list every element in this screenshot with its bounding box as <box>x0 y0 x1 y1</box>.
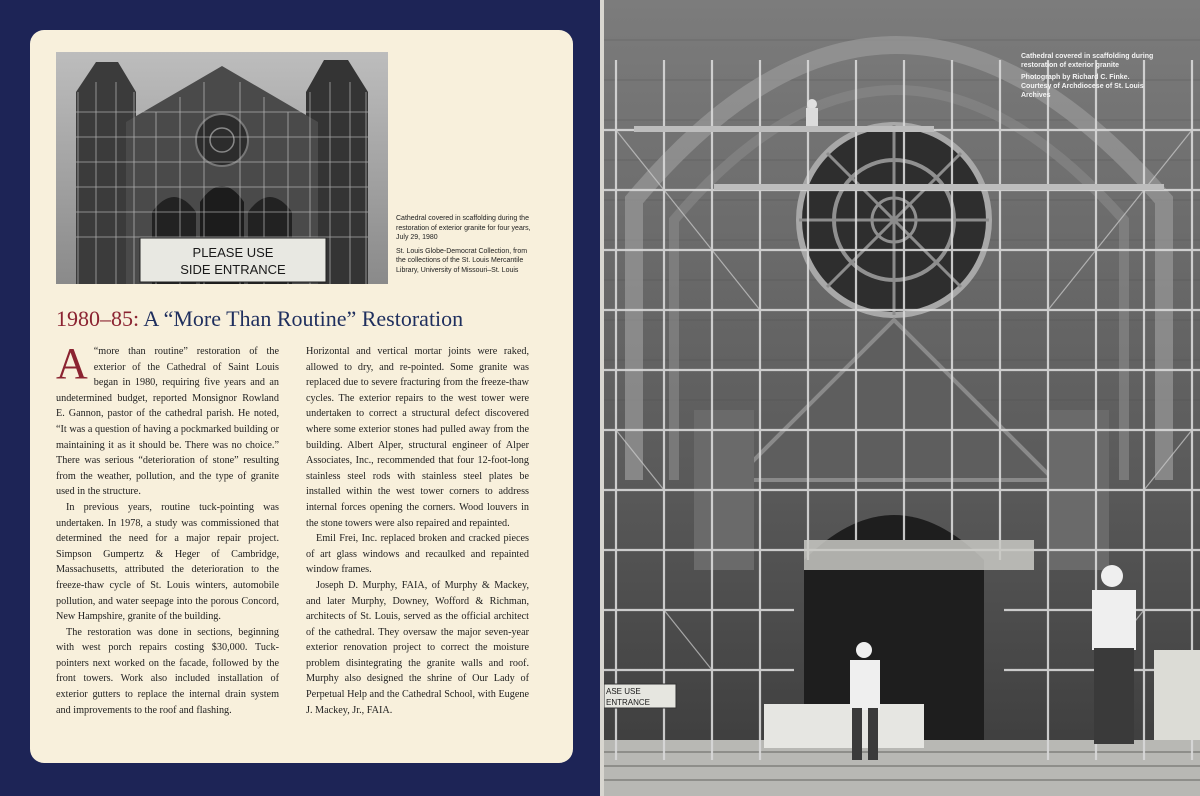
right-caption-text: Cathedral covered in scaffolding during restoration of exterior granite <box>1021 53 1154 69</box>
heading-title: A “More Than Routine” Restoration <box>143 306 464 331</box>
partial-sign-top: ASE USE <box>606 687 641 696</box>
cathedral-photo-large <box>604 0 1200 796</box>
paragraph-6: Joseph D. Murphy, FAIA, of Murphy & Mackey, and later Murphy, Downey, Wofford & Richman, architects of St. Louis, served as the official architect of the cathedral. They oversaw the major seven-year exterior renovation project to correct the moisture problem disintegrating the granite walls and roof. Murphy also designed the shrine of Our Lady of Perpetual Help and the Cathedral School, with Eugene J. Mackey, Jr., FAIA. <box>306 579 529 716</box>
paragraph-1 <box>56 339 279 500</box>
caption-text: Cathedral covered in scaffolding during the restoration of exterior granite for four years, July 29, 1980 <box>396 215 531 241</box>
heading-years: 1980–85: <box>56 306 140 331</box>
right-photo-caption <box>1021 52 1161 103</box>
cathedral-photo-small <box>56 52 388 284</box>
paragraph-4: Horizontal and vertical mortar joints were raked, allowed to dry, and re-pointed. Some granite was replaced due to severe fracturing from the freeze-thaw cycles. The exterior repairs to the west tower were undertaken to correct a structural defect discovered where some exterior stones had pulled away from the building. Albert Alper, structural engineer of Alper Associates, Inc., recommended that four 12-foot-long stainless steel rods with stainless steel plates be installed within the west tower corners to address internal forces opening the corners. Wood louvers in the stone towers were also repaired and repainted. <box>306 346 529 529</box>
sign-text-top: PLEASE USE <box>192 245 274 260</box>
caption-credit: St. Louis Globe-Democrat Collection, from the collections of the St. Louis Mercantile Library, University of Missouri–St. Louis <box>396 247 528 274</box>
text-column-1 <box>56 339 279 718</box>
partial-sign-bottom: ENTRANCE <box>606 698 651 707</box>
drop-cap: A <box>56 339 88 388</box>
right-caption-credit: Photograph by Richard C. Finke. Courtesy of Archdiocese of St. Louis Archives <box>1021 74 1144 99</box>
sign-text-bottom: SIDE ENTRANCE <box>180 262 286 277</box>
article-heading <box>56 306 546 332</box>
left-photo-caption <box>396 214 536 279</box>
paragraph-1-text: “more than routine” restoration of the exterior of the Cathedral of Saint Louis began in 1980, requiring five years and an undetermined budget, reported Monsignor Rowland E. Gannon, pastor of the cathedral parish. He noted, “It was a question of having a pockmarked building or maintaining it as it should be. There was no choice.” There was serious “deterioration of stone” resulting from the weather, pollution, and the type of granite used in the structure. <box>56 346 279 498</box>
paragraph-3: The restoration was done in sections, beginning with west porch repairs costing $30,000. Tuck-pointers next worked on the facade, followed by the front towers. Work also included installation of exterior gutters to replace the internal drain system and improvements to the roof and flashing. <box>56 626 279 716</box>
paragraph-2: In previous years, routine tuck-pointing was undertaken. In 1978, a study was commissioned that determined the need for a major repair project. Simpson Gumpertz & Heger of Cambridge, Massachusetts, attributed the deterioration to the freeze-thaw cycle of St. Louis winters, automobile pollution, and water seepage into the porous Concord, New Hampshire, granite of the building. <box>56 501 279 623</box>
paragraph-5: Emil Frei, Inc. replaced broken and cracked pieces of art glass windows and recaulked and repainted window frames. <box>306 533 529 576</box>
text-column-2 <box>306 344 529 718</box>
